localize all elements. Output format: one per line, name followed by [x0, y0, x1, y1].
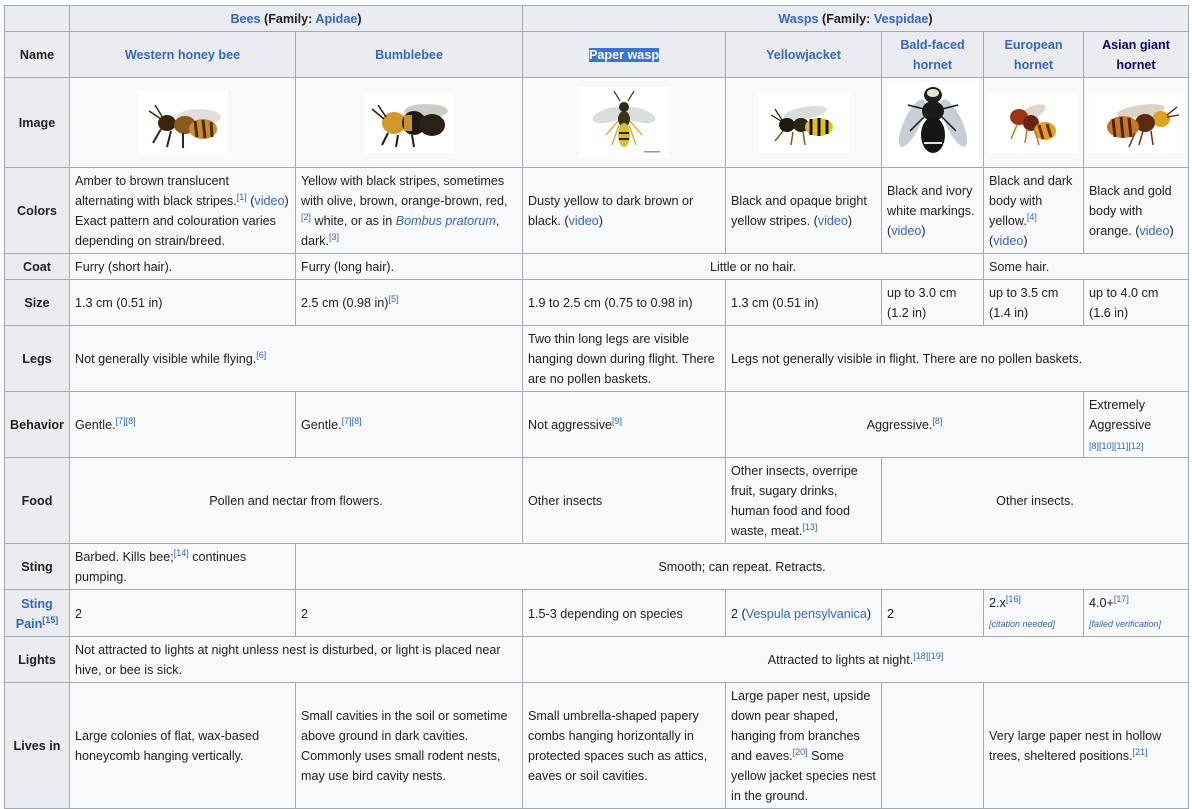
bees-family-header: [70, 6, 523, 32]
pain-yellow-text: 2 (: [731, 606, 746, 621]
sting-row: [5, 544, 1189, 590]
food-yellow-ref[interactable]: [13]: [802, 521, 818, 532]
colors-euro: [984, 168, 1084, 254]
colors-bald-text: Black and ivory white markings. (: [887, 184, 975, 238]
food-bees: Pollen and nectar from flowers.: [70, 458, 523, 544]
lives-honey: Large colonies of flat, wax-based honeycomb hanging vertically.: [70, 683, 296, 809]
row-header-lives-in: Lives in: [5, 683, 70, 809]
colors-yellow-text: Black and opaque bright yellow stripes. (: [731, 194, 867, 228]
food-yellow: [726, 458, 882, 544]
colors-paper-close: ): [598, 214, 603, 228]
row-header-colors: Colors: [5, 168, 70, 254]
honey-bee-photo[interactable]: [138, 91, 228, 155]
species-western-honey-bee: [70, 32, 296, 78]
species-european-hornet: [984, 32, 1084, 78]
behavior-honey: [70, 392, 296, 458]
lives-in-row: [5, 683, 1189, 809]
colors-bumble-ref2[interactable]: [2]: [301, 211, 312, 222]
size-paper: 1.9 to 2.5 cm (0.75 to 0.98 in): [523, 280, 726, 326]
bald-faced-hornet-photo[interactable]: [888, 81, 978, 165]
coat-honey: Furry (short hair).: [70, 254, 296, 280]
sting-pain-ref[interactable]: [15]: [42, 614, 59, 625]
bombus-pratorum-link[interactable]: Bombus pratorum: [395, 214, 496, 228]
legs-row: [5, 326, 1189, 392]
colors-paper: [523, 168, 726, 254]
row-header-sting-pain: [5, 590, 70, 637]
colors-euro-text: Black and dark body with yellow.: [989, 174, 1073, 228]
food-hornets: Other insects.: [882, 458, 1189, 544]
lives-yellow-ref[interactable]: [20]: [792, 746, 808, 757]
behavior-row: [5, 392, 1189, 458]
pain-bumble: 2: [296, 590, 523, 637]
pain-bald: 2: [882, 590, 984, 637]
lives-hornets: [984, 683, 1189, 809]
colors-row: [5, 168, 1189, 254]
asian-giant-hornet-image-cell: [1084, 78, 1189, 168]
comparison-table: [4, 5, 1189, 809]
behavior-paper: [523, 392, 726, 458]
pain-honey: 2: [70, 590, 296, 637]
yellow-video-link[interactable]: video: [817, 214, 848, 228]
colors-paper-text: Dusty yellow to dark brown or black. (: [528, 194, 694, 228]
behavior-asian-ref[interactable]: [8][10][11][12]: [1089, 441, 1144, 451]
bald-video-link[interactable]: video: [891, 224, 922, 238]
pain-euro-ref[interactable]: [16]: [1005, 593, 1021, 604]
behavior-paper-text: Not aggressive: [528, 418, 613, 432]
vespidae-link[interactable]: Vespidae: [873, 12, 929, 26]
pain-yellow-close: ): [866, 606, 872, 621]
lights-wasps-text: Attracted to lights at night.: [767, 653, 914, 667]
legs-others: Legs not generally visible in flight. There are no pollen baskets.: [726, 326, 1189, 392]
wasps-link[interactable]: Wasps: [778, 12, 819, 26]
legs-bees-text: Not generally visible while flying.: [75, 352, 257, 366]
family-header-row: [5, 6, 1189, 32]
row-header-size: Size: [5, 280, 70, 326]
behavior-asian-text: Extremely Aggressive: [1089, 398, 1152, 432]
pain-euro-citation-needed[interactable]: [citation needed]: [989, 619, 1056, 629]
coat-wasps: Little or no hair.: [523, 254, 984, 280]
corner-cell: [5, 6, 70, 32]
row-header-sting: Sting: [5, 544, 70, 590]
lives-yellow-text-b: Some yellow jacket species nest in the ground.: [731, 749, 876, 803]
colors-yellow-close: ): [847, 214, 853, 228]
euro-video-link[interactable]: video: [993, 234, 1024, 248]
size-bumble: [296, 280, 523, 326]
honey-bee-image-cell: [70, 78, 296, 168]
european-hornet-photo[interactable]: [989, 93, 1078, 153]
pain-asian-failed-verification[interactable]: [failed verification]: [1089, 619, 1162, 629]
name-row: [5, 32, 1189, 78]
behavior-paper-ref[interactable]: [9]: [612, 415, 623, 426]
lives-yellow: [726, 683, 882, 809]
bees-family-suffix: ): [357, 12, 362, 26]
wasps-family-header: [523, 6, 1189, 32]
bald-faced-hornet-link[interactable]: Bald-faced hornet: [900, 38, 965, 72]
coat-hornets: Some hair.: [984, 254, 1189, 280]
size-asian: up to 4.0 cm (1.6 in): [1084, 280, 1189, 326]
size-bald: up to 3.0 cm (1.2 in): [882, 280, 984, 326]
lights-wasps: [523, 637, 1189, 683]
behavior-bumble-text: Gentle.: [301, 418, 342, 432]
behavior-aggressive-ref[interactable]: [8]: [932, 415, 943, 426]
species-asian-giant-hornet: [1084, 32, 1189, 78]
paper-wasp-image-cell: [523, 78, 726, 168]
vespula-pensylvanica-link[interactable]: Vespula pensylvanica: [745, 606, 867, 621]
row-header-lights: Lights: [5, 637, 70, 683]
colors-honey: [70, 168, 296, 254]
legs-paper: Two thin long legs are visible hanging down during flight. There are no pollen baskets.: [523, 326, 726, 392]
pain-asian-text: 4.0+: [1089, 596, 1114, 610]
colors-asian-close: ): [1169, 224, 1174, 238]
sting-honey-text: Barbed. Kills bee;: [75, 550, 174, 564]
lives-yellow-text: Large paper nest, upside down pear shaped, hanging from branches and eaves.: [731, 689, 871, 763]
colors-bald-close: ): [921, 224, 926, 238]
size-euro: up to 3.5 cm (1.4 in): [984, 280, 1084, 326]
pain-euro: [984, 590, 1084, 637]
sting-others: Smooth; can repeat. Retracts.: [296, 544, 1189, 590]
paper-wasp-photo[interactable]: [579, 87, 669, 159]
yellowjacket-link[interactable]: Yellowjacket: [766, 48, 841, 62]
colors-euro-ref[interactable]: [4]: [1026, 211, 1037, 222]
behavior-bumble-ref[interactable]: [7][8]: [341, 415, 362, 426]
row-header-coat: Coat: [5, 254, 70, 280]
asian-giant-hornet-link[interactable]: Asian giant hornet: [1102, 38, 1170, 72]
colors-bumble: [296, 168, 523, 254]
row-header-legs: Legs: [5, 326, 70, 392]
species-bald-faced-hornet: [882, 32, 984, 78]
behavior-asian: [1084, 392, 1189, 458]
honey-video-link[interactable]: video: [254, 194, 285, 208]
colors-asian-text: Black and gold body with orange. (: [1089, 184, 1172, 238]
lights-bees: Not attracted to lights at night unless nest is disturbed, or light is placed near hive, or bee is sick.: [70, 637, 523, 683]
lives-bumble: Small cavities in the soil or sometime above ground in dark cavities. Commonly uses small rodent nests, may use bird cavity nests.: [296, 683, 523, 809]
sting-pain-link[interactable]: Sting Pain: [15, 596, 53, 631]
sting-honey: [70, 544, 296, 590]
european-hornet-link[interactable]: European hornet: [1004, 38, 1063, 72]
pain-asian-ref[interactable]: [17]: [1113, 593, 1129, 604]
food-yellow-text: Other insects, overripe fruit, sugary drinks, human food and food waste, meat.: [731, 464, 858, 538]
image-row: [5, 78, 1189, 168]
species-paper-wasp: [523, 32, 726, 78]
row-header-food: Food: [5, 458, 70, 544]
colors-asian: [1084, 168, 1189, 254]
sting-pain-row: [5, 590, 1189, 637]
colors-bumble-text: Yellow with black stripes, sometimes with olive, brown, orange-brown, red,: [301, 174, 508, 208]
behavior-honey-text: Gentle.: [75, 418, 116, 432]
bees-link[interactable]: Bees: [230, 12, 261, 26]
bumblebee-image-cell: [296, 78, 523, 168]
bald-faced-hornet-image-cell: [882, 78, 984, 168]
colors-bumble-text-c: , dark.: [301, 214, 500, 248]
coat-row: [5, 254, 1189, 280]
colors-euro-open: (: [989, 234, 994, 248]
size-bumble-ref[interactable]: [5]: [388, 293, 399, 304]
colors-bumble-ref3[interactable]: [3]: [329, 231, 340, 242]
row-header-behavior: Behavior: [5, 392, 70, 458]
lives-hornets-ref[interactable]: [21]: [1132, 746, 1148, 757]
asian-giant-hornet-photo[interactable]: [1089, 93, 1183, 153]
sting-honey-text-b: continues pumping.: [75, 550, 247, 584]
bees-family-prefix: (Family:: [260, 12, 316, 26]
yellowjacket-image-cell: [726, 78, 882, 168]
colors-honey-ref[interactable]: [1]: [236, 191, 247, 202]
food-paper: Other insects: [523, 458, 726, 544]
size-row: [5, 280, 1189, 326]
lives-paper: Small umbrella-shaped papery combs hanging horizontally in protected spaces such as attics, eaves or soil cavities.: [523, 683, 726, 809]
lives-hornets-text: Very large paper nest in hollow trees, sheltered positions.: [989, 729, 1162, 763]
paper-video-link[interactable]: video: [568, 214, 599, 228]
size-yellow: 1.3 cm (0.51 in): [726, 280, 882, 326]
asian-video-link[interactable]: video: [1139, 224, 1170, 238]
bumblebee-link[interactable]: Bumblebee: [375, 48, 443, 62]
food-row: [5, 458, 1189, 544]
lights-wasps-ref[interactable]: [18][19]: [913, 650, 944, 661]
pain-paper: 1.5-3 depending on species: [523, 590, 726, 637]
european-hornet-image-cell: [984, 78, 1084, 168]
behavior-aggressive-text: Aggressive.: [866, 418, 933, 432]
apidae-link[interactable]: Apidae: [315, 12, 358, 26]
colors-bumble-text-b: white, or as in: [311, 214, 396, 228]
wasps-family-suffix: ): [928, 12, 933, 26]
lights-row: [5, 637, 1189, 683]
sting-honey-ref[interactable]: [14]: [173, 547, 189, 558]
species-bumblebee: [296, 32, 523, 78]
size-honey: 1.3 cm (0.51 in): [70, 280, 296, 326]
lives-bald: [882, 683, 984, 809]
pain-asian: [1084, 590, 1189, 637]
wasps-family-prefix: (Family:: [818, 12, 874, 26]
paper-wasp-link[interactable]: Paper wasp: [589, 48, 660, 62]
coat-bumble: Furry (long hair).: [296, 254, 523, 280]
colors-bald: [882, 168, 984, 254]
colors-honey-text: Amber to brown translucent alternating with black stripes.: [75, 174, 237, 208]
western-honey-bee-link[interactable]: Western honey bee: [124, 48, 241, 62]
behavior-aggressive: [726, 392, 1084, 458]
size-bumble-text: 2.5 cm (0.98 in): [301, 296, 389, 310]
legs-bees: [70, 326, 523, 392]
row-header-name: Name: [5, 32, 70, 78]
colors-yellow: [726, 168, 882, 254]
pain-euro-text: 2.x: [989, 596, 1006, 610]
yellowjacket-photo[interactable]: [759, 93, 849, 153]
bumblebee-photo[interactable]: [364, 93, 454, 153]
colors-honey-text-b: ) Exact pattern and colouration varies depending on strain/breed.: [75, 194, 289, 248]
behavior-honey-ref[interactable]: [7][8]: [115, 415, 136, 426]
colors-euro-close: ): [1023, 234, 1028, 248]
species-yellowjacket: [726, 32, 882, 78]
row-header-image: Image: [5, 78, 70, 168]
legs-bees-ref[interactable]: [6]: [256, 349, 267, 360]
pain-yellow: [726, 590, 882, 637]
behavior-bumble: [296, 392, 523, 458]
colors-honey-open: (: [250, 194, 255, 208]
